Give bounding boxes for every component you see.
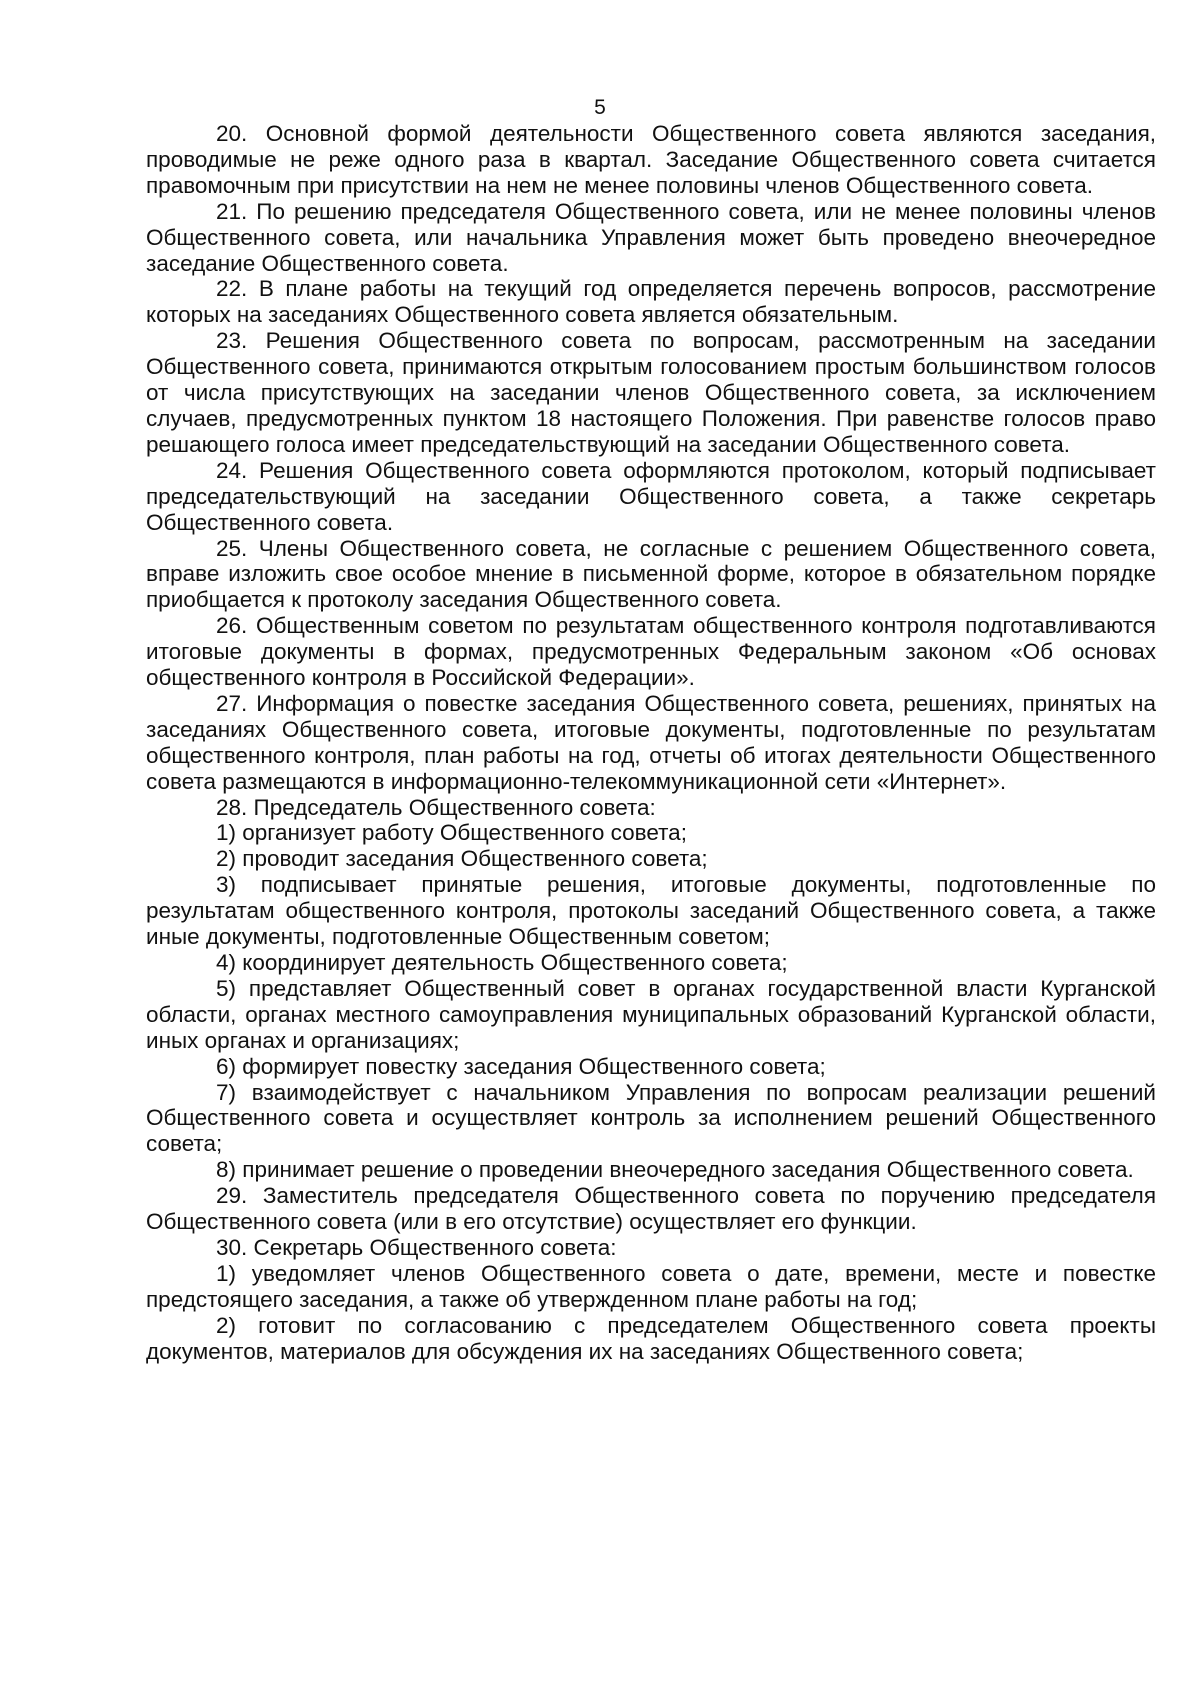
paragraph-28-item-6: 6) формирует повестку заседания Общественного совета; [216,1053,826,1079]
paragraph-30-item-1: 1) уведомляет членов Общественного совета о дате, времени, месте и повестке предстоящего заседания, а также об утвержденном плане работы на год; [146,1260,1156,1312]
paragraph-20: 20. Основной формой деятельности Общественного совета являются заседания, проводимые не реже одного раза в квартал. Заседание Общественного совета считается правомочным при присутствии на нем не менее половины членов Общественного совета. [146,121,1156,198]
paragraph-28-item-8: 8) принимает решение о проведении внеочередного заседания Общественного совета. [216,1157,1134,1183]
paragraph-26: 26. Общественным советом по результатам общественного контроля подготавливаются итоговые документы в формах, предусмотренных Федеральным законом «Об основах общественного контроля в Российской Федерации». [146,613,1156,691]
paragraph-28-item-4: 4) координирует деятельность Общественного совета; [216,950,788,975]
paragraph-27: 27. Информация о повестке заседания Общественного совета, решениях, принятых на заседаниях Общественного совета, итоговые документы, подготовленные по результатам общественного контроля, план работы на год, отчеты об итогах деятельности Общественного совета размещаются в информационно-телекоммуникационной сети «Интернет». [146,690,1156,794]
paragraph-24: 24. Решения Общественного совета оформляются протоколом, который подписывает председательствующий на заседании Общественного совета, а также секретарь Общественного совета. [146,457,1156,535]
paragraph-30: 30. Секретарь Общественного совета: [216,1234,617,1260]
paragraph-22: 22. В плане работы на текущий год определяется перечень вопросов, рассмотрение которых на заседаниях Общественного совета является обязательным. [146,276,1156,328]
paragraph-28-item-7: 7) взаимодействует с начальником Управления по вопросам реализации решений Общественного совета и осуществляет контроль за исполнением решений Общественного совета; [146,1079,1156,1157]
paragraph-29: 29. Заместитель председателя Общественного совета по поручению председателя Общественного совета (или в его отсутствие) осуществляет его функции. [146,1183,1156,1235]
page-number: 5 [594,96,606,119]
paragraph-23: 23. Решения Общественного совета по вопросам, рассмотренным на заседании Общественного совета, принимаются открытым голосованием простым большинством голосов от числа присутствующих на заседании членов Общественного совета, за исключением случаев, предусмотренных пунктом 18 настоящего Положения. При равенстве голосов право решающего голоса имеет председательствующий на заседании Общественного совета. [146,328,1156,457]
paragraph-30-item-2: 2) готовит по согласованию с председателем Общественного совета проекты документов, материалов для обсуждения их на заседаниях Общественного совета; [146,1312,1156,1364]
paragraph-25: 25. Члены Общественного совета, не согласные с решением Общественного совета, вправе изложить свое особое мнение в письменной форме, которое в обязательном порядке приобщается к протоколу заседания Общественного совета. [146,535,1156,613]
paragraph-28-item-3: 3) подписывает принятые решения, итоговые документы, подготовленные по результатам общественного контроля, протоколы заседаний Общественного совета, а также иные документы, подготовленные Общественным советом; [146,872,1156,950]
paragraph-28-item-5: 5) представляет Общественный совет в органах государственной власти Курганской области, органах местного самоуправления муниципальных образований Курганской области, иных органах и организациях; [146,975,1156,1053]
paragraph-28-item-2: 2) проводит заседания Общественного совета; [216,846,708,872]
paragraph-21: 21. По решению председателя Общественного совета, или не менее половины членов Общественного совета, или начальника Управления может быть проведено внеочередное заседание Общественного совета. [146,198,1156,276]
paragraph-28-item-1: 1) организует работу Общественного совета; [216,820,687,846]
paragraph-28: 28. Председатель Общественного совета: [216,794,656,820]
document-body [146,121,1156,1365]
